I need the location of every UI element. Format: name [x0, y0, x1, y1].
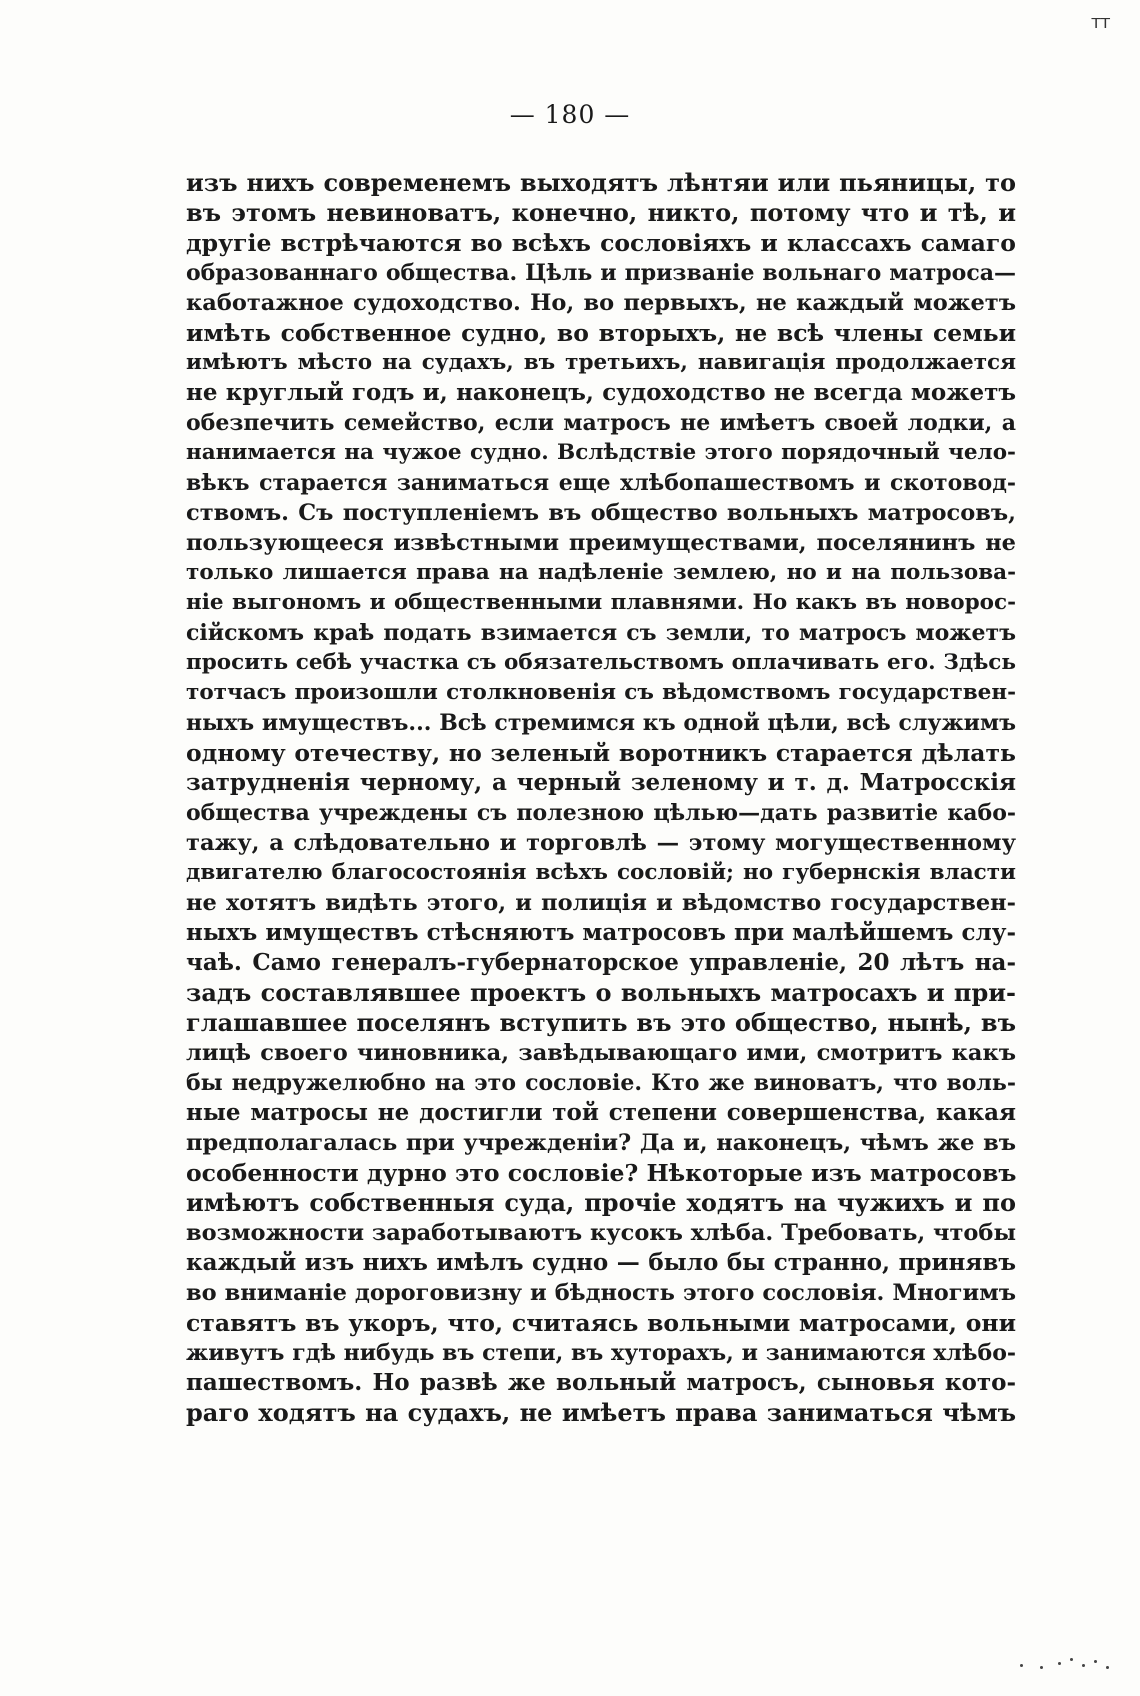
body-text [186, 168, 1016, 1428]
text-line: живутъ гдѣ нибудь въ степи, въ хуторахъ, и занимаются хлѣбо- [186, 1340, 1016, 1366]
corner-ink-mark: ᵀᵀ [1091, 14, 1110, 42]
text-line: общества учреждены съ полезною цѣлью—дать развитіе кабо- [186, 800, 1016, 826]
text-line: лицѣ своего чиновника, завѣдывающаго ими, смотритъ какъ [186, 1040, 1016, 1066]
page-number: — 180 — [509, 100, 631, 129]
text-line: во вниманіе дороговизну и бѣдность этого сословія. Многимъ [186, 1280, 1016, 1306]
text-line: изъ нихъ современемъ выходятъ лѣнтяи или пьяницы, то [186, 168, 1016, 197]
text-line: вѣкъ старается заниматься еще хлѣбопашествомъ и скотовод- [186, 470, 1016, 496]
text-line: особенности дурно это сословіе? Нѣкоторые изъ матросовъ [186, 1159, 1017, 1187]
text-line: предполагалась при учрежденіи? Да и, наконецъ, чѣмъ же въ [186, 1130, 1016, 1156]
text-line: другіе встрѣчаются во всѣхъ сословіяхъ и классахъ самаго [186, 229, 1016, 257]
text-line: одному отечеству, но зеленый воротникъ старается дѣлать [186, 739, 1016, 767]
text-line: чаѣ. Само генералъ-губернаторское управленіе, 20 лѣтъ на- [186, 949, 1016, 976]
text-line: тотчасъ произошли столкновенія съ вѣдомствомъ государствен- [186, 680, 1016, 705]
text-line: въ этомъ невиноватъ, конечно, никто, потому что и тѣ, и [186, 198, 1016, 227]
text-line: ствомъ. Съ поступленіемъ въ общество вольныхъ матросовъ, [186, 500, 1016, 526]
text-line: тажу, а слѣдовательно и торговлѣ — этому могущественному [186, 830, 1016, 856]
text-line: каботажное судоходство. Но, во первыхъ, не каждый можетъ [186, 290, 1016, 316]
text-line: ные матросы не достигли той степени совершенства, какая [186, 1099, 1016, 1126]
text-line: бы недружелюбно на это сословіе. Кто же виноватъ, что воль- [186, 1070, 1016, 1096]
text-line: образованнаго общества. Цѣль и призваніе вольнаго матроса— [186, 260, 1016, 286]
text-line: не круглый годъ и, наконецъ, судоходство не всегда можетъ [186, 379, 1016, 406]
text-line: ставятъ въ укоръ, что, считаясь вольными матросами, они [186, 1309, 1016, 1337]
text-line: двигателю благосостоянія всѣхъ сословій; но губернскія власти [186, 860, 1016, 885]
text-line: сійскомъ краѣ подать взимается съ земли, то матросъ можетъ [186, 620, 1016, 646]
text-line: просить себѣ участка съ обязательствомъ оплачивать его. Здѣсь [186, 650, 1016, 675]
text-line: только лишается права на надѣленіе землею, но и на пользова- [186, 560, 1016, 585]
text-line: ныхъ имуществъ... Всѣ стремимся къ одной цѣли, всѣ служимъ [186, 710, 1016, 736]
text-line: возможности заработываютъ кусокъ хлѣба. Требовать, чтобы [186, 1220, 1016, 1246]
text-line: раго ходятъ на судахъ, не имѣетъ права заниматься чѣмъ [186, 1398, 1016, 1427]
text-line: ніе выгономъ и общественными плавнями. Но какъ въ новорос- [186, 590, 1016, 615]
ink-smudge-decoration [1010, 1650, 1120, 1676]
text-line: имѣютъ собственныя суда, прочіе ходятъ на чужихъ и по [186, 1188, 1016, 1217]
text-line: имѣютъ мѣсто на судахъ, въ третьихъ, навигація продолжается [186, 350, 1016, 375]
text-line: пользующееся извѣстными преимуществами, поселянинъ не [186, 530, 1016, 556]
text-line: каждый изъ нихъ имѣлъ судно — было бы странно, принявъ [186, 1249, 1016, 1276]
text-line: не хотятъ видѣть этого, и полиція и вѣдомство государствен- [186, 890, 1016, 916]
text-line: затрудненія черному, а черный зеленому и т. д. Матросскія [186, 769, 1016, 796]
text-line: обезпечить семейство, если матросъ не имѣетъ своей лодки, а [186, 410, 1016, 436]
text-line: нанимается на чужое судно. Вслѣдствіе этого порядочный чело- [186, 440, 1016, 465]
text-line: пашествомъ. Но развѣ же вольный матросъ, сыновья кото- [186, 1369, 1016, 1396]
text-line: задъ составлявшее проектъ о вольныхъ матросахъ и при- [186, 978, 1016, 1007]
text-line: глашавшее поселянъ вступить въ это общество, нынѣ, въ [186, 1008, 1016, 1037]
text-line: ныхъ имуществъ стѣсняютъ матросовъ при малѣйшемъ слу- [186, 919, 1016, 946]
text-line: имѣть собственное судно, во вторыхъ, не всѣ члены семьи [186, 319, 1016, 347]
